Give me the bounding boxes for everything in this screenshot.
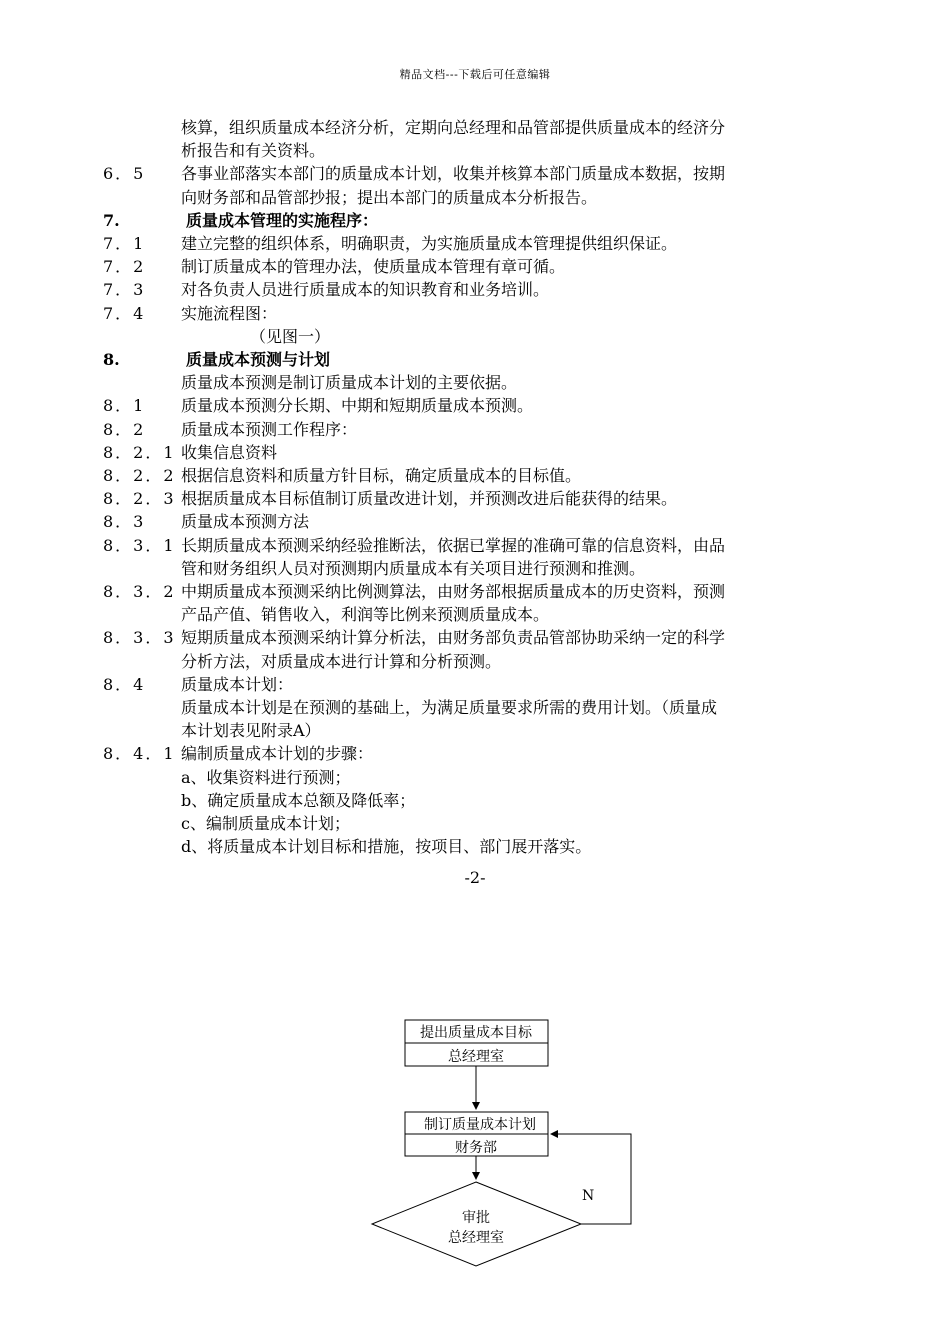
flow-box-target-title: 提出质量成本目标 — [420, 1025, 532, 1041]
line-text: 质量成本计划是在预测的基础上，为满足质量要求所需的费用计划。（质量成 — [181, 698, 718, 717]
line-text: 长期质量成本预测采纳经验推断法，依据已掌握的准确可靠的信息资料，由品 — [181, 535, 726, 555]
line-text: 析报告和有关资料。 — [181, 141, 326, 161]
line-text: 向财务部和品管部抄报；提出本部门的质量成本分析报告。 — [181, 187, 598, 207]
line-text: 核算，组织质量成本经济分析，定期向总经理和品管部提供质量成本的经济分 — [181, 118, 726, 137]
section-number: 8．3．2 — [103, 582, 176, 601]
line-text: 本计划表见附录A） — [181, 721, 321, 741]
section-number: 8．3 — [103, 512, 146, 532]
line-text: 各事业部落实本部门的质量成本计划，收集并核算本部门质量成本数据，按期 — [181, 164, 726, 184]
section-number: 8．2 — [103, 419, 146, 439]
flow-box-plan-dept: 财务部 — [455, 1140, 497, 1156]
page-number: -2- — [464, 868, 486, 887]
line-text: 根据信息资料和质量方针目标，确定质量成本的目标值。 — [181, 466, 582, 485]
line-text: c、编制质量成本计划； — [181, 814, 350, 833]
line-text: 质量成本预测工作程序： — [181, 419, 358, 439]
line-text: （见图一） — [250, 326, 331, 346]
section-number: 8．2．1 — [103, 442, 176, 462]
section-number: 7．1 — [103, 234, 146, 253]
section-number: 8．4．1 — [103, 744, 176, 764]
line-text: 质量成本预测分长期、中期和短期质量成本预测。 — [181, 396, 534, 416]
line-text: 质量成本预测方法 — [181, 512, 310, 532]
flow-box-plan — [405, 1112, 548, 1156]
line-text: 编制质量成本计划的步骤： — [181, 744, 374, 764]
line-text: 产品产值、销售收入，利润等比例来预测质量成本。 — [181, 605, 550, 625]
section-number: 8．4 — [103, 674, 146, 694]
section-number: 8．3．1 — [103, 535, 176, 555]
section-number: 7．4 — [103, 303, 146, 323]
line-text: b、确定质量成本总额及降低率； — [181, 790, 416, 810]
section-number: 8．2．2 — [103, 466, 176, 485]
section-number: 7．2 — [103, 257, 146, 277]
section-number: 6．5 — [103, 164, 146, 184]
flow-no-label: N — [582, 1188, 595, 1204]
line-text: 对各负责人员进行质量成本的知识教育和业务培训。 — [181, 280, 550, 300]
line-text: 质量成本预测与计划 — [186, 350, 331, 369]
line-text: 制订质量成本的管理办法，使质量成本管理有章可循。 — [181, 257, 566, 277]
line-text: 实施流程图： — [181, 303, 278, 323]
line-text: 质量成本预测是制订质量成本计划的主要依据。 — [181, 373, 518, 393]
line-text: 收集信息资料 — [181, 442, 278, 462]
line-text: 短期质量成本预测采纳计算分析法，由财务部负责品管部协助采纳一定的科学 — [181, 628, 726, 648]
flow-decision-title: 审批 — [462, 1210, 490, 1226]
page-header: 精品文档---下载后可任意编辑 — [399, 68, 551, 81]
section-number: 7．3 — [103, 280, 146, 300]
line-text: 建立完整的组织体系，明确职责，为实施质量成本管理提供组织保证。 — [181, 234, 678, 253]
line-text: d、将质量成本计划目标和措施，按项目、部门展开落实。 — [181, 837, 592, 857]
flow-box-target — [405, 1020, 548, 1066]
flow-box-target-dept: 总经理室 — [448, 1049, 504, 1065]
section-number: 8．1 — [103, 396, 146, 416]
line-text: 中期质量成本预测采纳比例测算法，由财务部根据质量成本的历史资料，预测 — [181, 582, 726, 601]
section-number: 8．2．3 — [103, 489, 176, 509]
flow-box-plan-title: 制订质量成本计划 — [424, 1117, 536, 1133]
line-text: 分析方法，对质量成本进行计算和分析预测。 — [181, 651, 502, 671]
line-text: 质量成本计划： — [181, 674, 294, 694]
line-text: 根据质量成本目标值制订质量改进计划，并预测改进后能获得的结果。 — [181, 489, 678, 509]
flow-feedback-arrow — [551, 1134, 631, 1224]
flow-decision-approve — [372, 1182, 581, 1266]
section-number: 8．3．3 — [103, 628, 176, 648]
line-text: 管和财务组织人员对预测期内质量成本有关项目进行预测和推测。 — [181, 558, 646, 578]
section-number: 7. — [103, 210, 120, 230]
line-text: 质量成本管理的实施程序： — [186, 210, 379, 230]
section-number: 8. — [103, 350, 120, 369]
flow-decision-dept: 总经理室 — [448, 1230, 504, 1246]
line-text: a、收集资料进行预测； — [181, 767, 351, 787]
